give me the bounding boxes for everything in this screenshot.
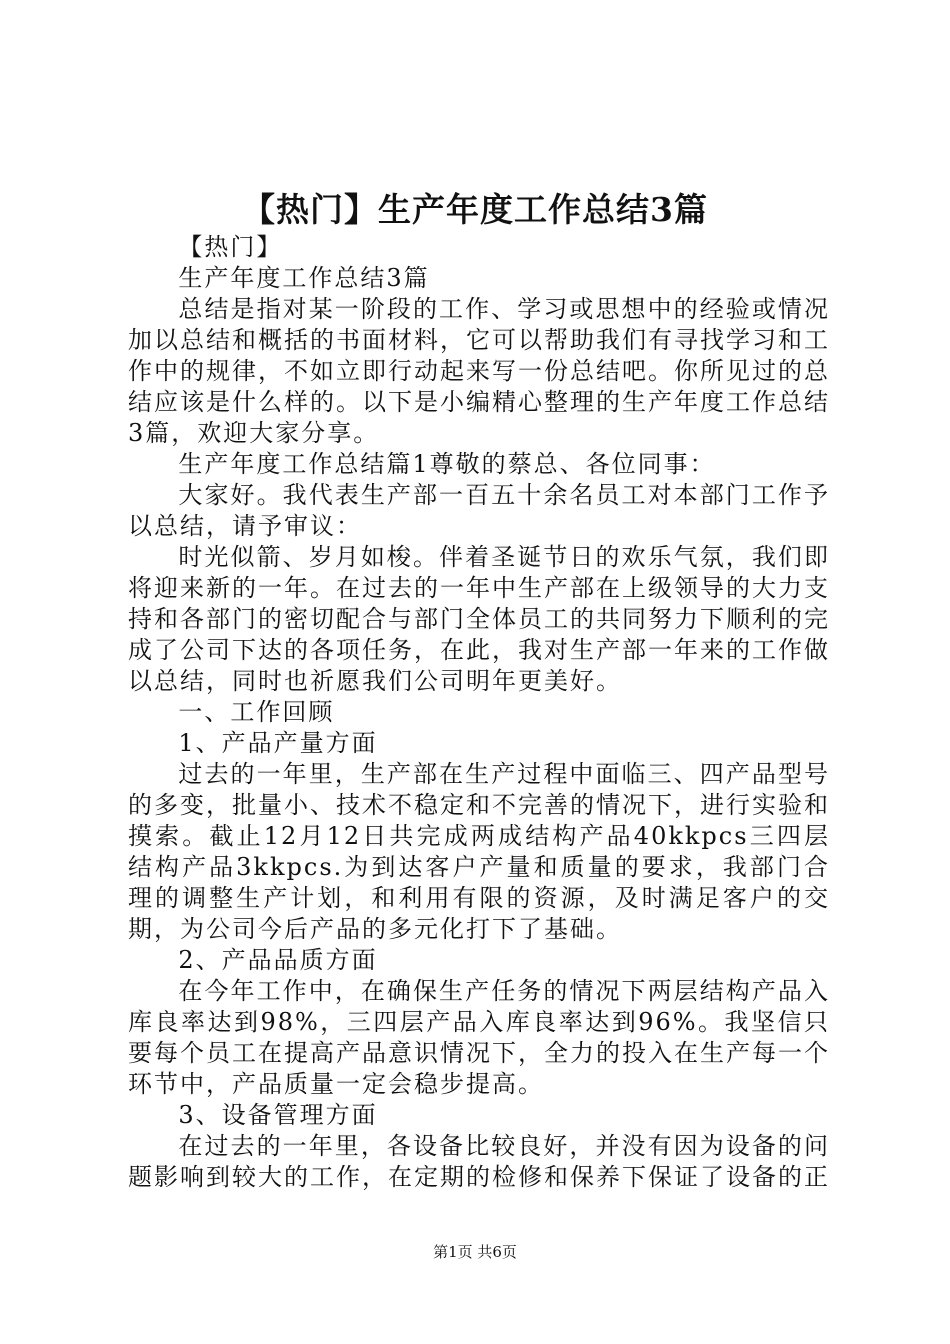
subsection-heading-equipment: 3、设备管理方面 bbox=[178, 1101, 378, 1129]
paragraph-equipment: 在过去的一年里，各设备比较良好，并没有因为设备的问题影响到较大的工作，在定期的检修和保养下保证了设备的正 bbox=[128, 1132, 830, 1191]
paragraph-quality: 在今年工作中，在确保生产任务的情况下两层结构产品入库良率达到98%，三四层产品入库良率达到96%。我坚信只要每个员工在提高产品意识情况下，全力的投入在生产每一个环节中，产品质量一定会稳步提高。 bbox=[128, 977, 830, 1098]
subsection-heading-quality: 2、产品品质方面 bbox=[178, 946, 378, 974]
paragraph-opening: 大家好。我代表生产部一百五十余名员工对本部门工作予以总结，请予审议： bbox=[128, 481, 830, 540]
section-heading-work-review: 一、工作回顾 bbox=[178, 698, 335, 726]
document-title: 【热门】生产年度工作总结3篇 bbox=[242, 190, 708, 229]
page-footer: 第1页 共6页 bbox=[433, 1243, 517, 1261]
paragraph-tag: 【热门】 bbox=[178, 233, 283, 261]
subsection-heading-output: 1、产品产量方面 bbox=[178, 729, 378, 757]
document-body bbox=[128, 232, 830, 1193]
paragraph-output: 过去的一年里，生产部在生产过程中面临三、四产品型号的多变，批量小、技术不稳定和不完善的情况下，进行实验和摸索。截止12月12日共完成两成结构产品40kkpcs三四层结构产品3kkpcs.为到达客户产量和质量的要求，我部门合理的调整生产计划，和利用有限的资源，及时满足客户的交期，为公司今后产品的多元化打下了基础。 bbox=[128, 760, 830, 943]
paragraph-year-review: 时光似箭、岁月如梭。伴着圣诞节日的欢乐气氛，我们即将迎来新的一年。在过去的一年中生产部在上级领导的大力支持和各部门的密切配合与部门全体员工的共同努力下顺利的完成了公司下达的各项任务，在此，我对生产部一年来的工作做以总结，同时也祈愿我们公司明年更美好。 bbox=[128, 543, 830, 695]
paragraph-intro: 总结是指对某一阶段的工作、学习或思想中的经验或情况加以总结和概括的书面材料，它可以帮助我们有寻找学习和工作中的规律，不如立即行动起来写一份总结吧。你所见过的总结应该是什么样的。以下是小编精心整理的生产年度工作总结3篇，欢迎大家分享。 bbox=[128, 295, 830, 447]
paragraph-greeting: 生产年度工作总结篇1尊敬的蔡总、各位同事： bbox=[178, 450, 716, 478]
paragraph-subtitle: 生产年度工作总结3篇 bbox=[178, 264, 430, 292]
